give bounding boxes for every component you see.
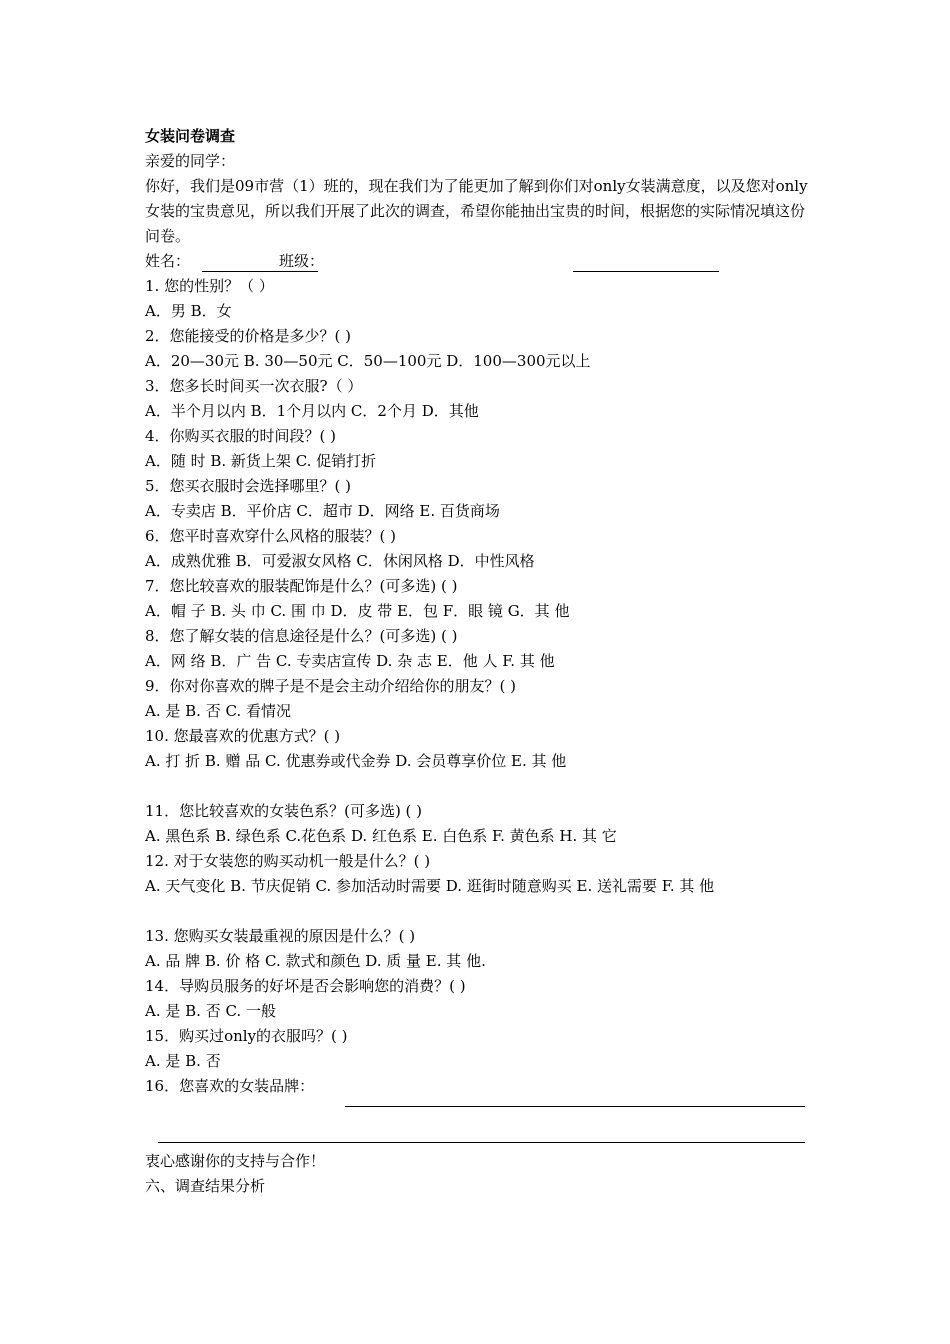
question-7: 7．您比较喜欢的服装配饰是什么？(可多选) ( ) bbox=[145, 577, 458, 595]
answer-1: A．男 B．女 bbox=[145, 302, 232, 320]
question-10: 10. 您最喜欢的优惠方式？( ) bbox=[145, 727, 341, 745]
answer-16-blank-2[interactable] bbox=[158, 1142, 805, 1143]
blank-line bbox=[145, 774, 810, 799]
answer-13: A. 品 牌 B. 价 格 C. 款式和颜色 D. 质 量 E. 其 他. bbox=[145, 952, 486, 970]
question-4: 4．你购买衣服的时间段？( ) bbox=[145, 427, 337, 445]
question-11: 11．您比较喜欢的女装色系？(可多选) ( ) bbox=[145, 802, 423, 820]
question-16: 16．您喜欢的女装品牌： bbox=[145, 1077, 315, 1095]
greeting: 亲爱的同学： bbox=[145, 152, 236, 170]
answer-12: A. 天气变化 B. 节庆促销 C. 参加活动时需要 D. 逛街时随意购买 E. 送礼需要 F. 其 他 bbox=[145, 877, 715, 895]
class-label: 班级： bbox=[279, 252, 325, 270]
answer-3: A．半个月以内 B．1个月以内 C．2个月 D．其他 bbox=[145, 402, 479, 420]
answer-6: A．成熟优雅 B．可爱淑女风格 C．休闲风格 D．中性风格 bbox=[145, 552, 535, 570]
question-15: 15．购买过only的衣服吗？( ) bbox=[145, 1027, 348, 1045]
answer-10: A. 打 折 B. 赠 品 C. 优惠券或代金券 D. 会员尊享价位 E. 其 他 bbox=[145, 752, 567, 770]
question-13: 13. 您购买女装最重视的原因是什么？( ) bbox=[145, 927, 416, 945]
answer-7: A．帽 子 B. 头 巾 C. 围 巾 D．皮 带 E．包 F．眼 镜 G．其 他 bbox=[145, 602, 570, 620]
class-blank[interactable] bbox=[573, 271, 719, 272]
section-6-heading: 六、调查结果分析 bbox=[145, 1177, 266, 1195]
question-6: 6．您平时喜欢穿什么风格的服装？( ) bbox=[145, 527, 397, 545]
answer-8: A．网 络 B．广 告 C. 专卖店宣传 D. 杂 志 E．他 人 F. 其 他 bbox=[145, 652, 555, 670]
question-14: 14．导购员服务的好坏是否会影响您的消费？( ) bbox=[145, 977, 466, 995]
question-2: 2．您能接受的价格是多少？( ) bbox=[145, 327, 352, 345]
answer-9: A. 是 B. 否 C. 看情况 bbox=[145, 702, 291, 720]
answer-4: A．随 时 B. 新货上架 C. 促销打折 bbox=[145, 452, 377, 470]
question-1: 1. 您的性别？（ ） bbox=[145, 277, 274, 295]
answer-16-blank[interactable] bbox=[345, 1106, 805, 1107]
answer-5: A．专卖店 B．平价店 C．超市 D．网络 E. 百货商场 bbox=[145, 502, 500, 520]
intro-paragraph: 你好，我们是09市营（1）班的，现在我们为了能更加了解到你们对only女装满意度，以及您对only女装的宝贵意见，所以我们开展了此次的调查，希望你能抽出宝贵的时间，根据您的实际情况填这份问卷。 bbox=[145, 177, 808, 245]
doc-title: 女装问卷调查 bbox=[145, 127, 236, 145]
question-12: 12. 对于女装您的购买动机一般是什么？( ) bbox=[145, 852, 431, 870]
answer-14: A. 是 B. 否 C. 一般 bbox=[145, 1002, 276, 1020]
answer-15: A. 是 B. 否 bbox=[145, 1052, 221, 1070]
question-8: 8．您了解女装的信息途径是什么？(可多选) ( ) bbox=[145, 627, 458, 645]
name-class-row bbox=[145, 249, 810, 274]
answer-11: A. 黑色系 B. 绿色系 C.花色系 D. 红色系 E. 白色系 F. 黄色系 H. 其 它 bbox=[145, 827, 617, 845]
name-label: 姓名： bbox=[145, 252, 191, 270]
question-9: 9．你对你喜欢的牌子是不是会主动介绍给你的朋友？( ) bbox=[145, 677, 517, 695]
question-5: 5．您买衣服时会选择哪里？( ) bbox=[145, 477, 352, 495]
answer-2: A．20—30元 B. 30—50元 C．50—100元 D．100—300元以上 bbox=[145, 352, 591, 370]
question-3: 3．您多长时间买一次衣服?（ ） bbox=[145, 377, 363, 395]
thanks-text: 衷心感谢你的支持与合作！ bbox=[145, 1152, 326, 1170]
questionnaire-page bbox=[145, 124, 810, 1199]
